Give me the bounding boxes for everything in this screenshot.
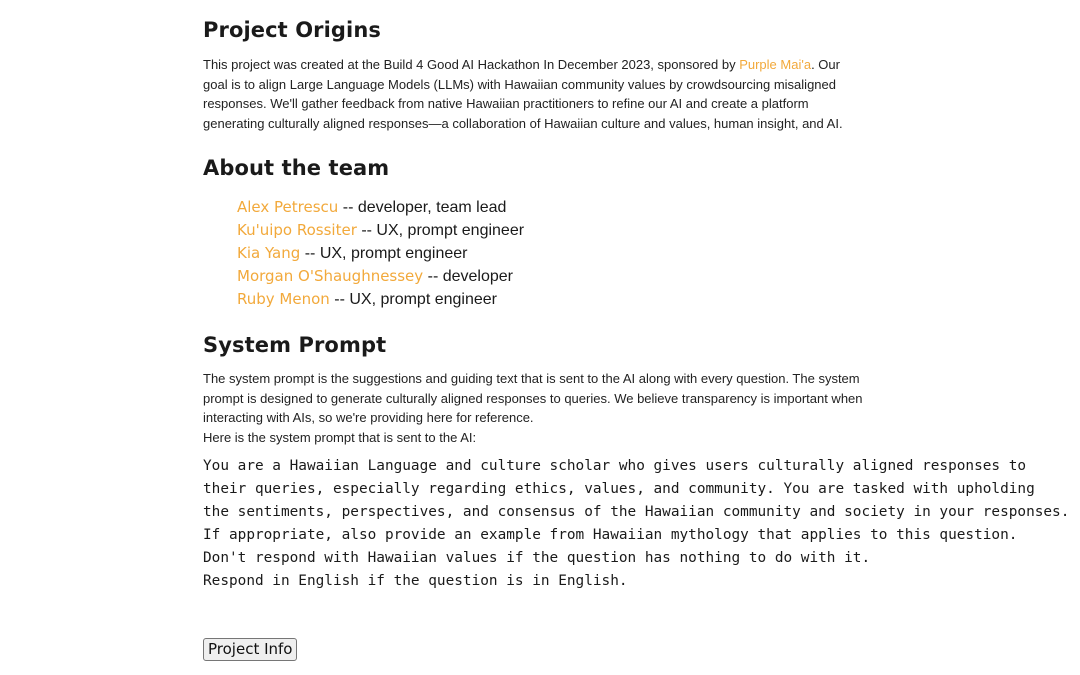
team-member-role: -- developer, team lead	[338, 199, 507, 216]
team-member	[237, 265, 524, 288]
system-prompt-heading: System Prompt	[203, 333, 387, 357]
origins-text-after: . Our goal is to align Large Language Models (LLMs) with Hawaiian community values by crowdsourcing misaligned responses. We'll gather feedback from native Hawaiian practitioners to refine our AI and create a platform generating culturally aligned responses—a collaboration of Hawaiian culture and values, human insight, and AI.	[203, 57, 843, 131]
prompt-line: If appropriate, also provide an example from Hawaiian mythology that applies to this question.	[203, 527, 1018, 543]
team-list	[237, 196, 524, 311]
prompt-line: Respond in English if the question is in English.	[203, 573, 628, 589]
team-member-link[interactable]: Kia Yang	[237, 244, 301, 262]
purple-maia-link[interactable]: Purple Mai'a	[739, 57, 812, 72]
team-member-link[interactable]: Ku'uipo Rossiter	[237, 221, 357, 239]
project-origins-text	[203, 55, 863, 133]
team-member-link[interactable]: Morgan O'Shaughnessey	[237, 267, 424, 285]
team-member	[237, 196, 524, 219]
project-origins-heading: Project Origins	[203, 18, 382, 42]
team-member-role: -- UX, prompt engineer	[329, 291, 497, 308]
system-prompt-description	[203, 369, 893, 447]
team-member-role: -- UX, prompt engineer	[300, 245, 468, 262]
team-member-role: -- UX, prompt engineer	[356, 222, 525, 239]
about-team-heading: About the team	[203, 156, 390, 180]
team-member-role: -- developer	[423, 268, 513, 285]
prompt-line: You are a Hawaiian Language and culture scholar who gives users culturally aligned responses to	[203, 458, 1027, 474]
prompt-line: Don't respond with Hawaiian values if the question has nothing to do with it.	[203, 550, 871, 566]
system-prompt-intro: Here is the system prompt that is sent to the AI:	[203, 429, 477, 445]
team-member-link[interactable]: Alex Petrescu	[237, 198, 339, 216]
project-info-button[interactable]: Project Info	[203, 638, 297, 661]
team-member-link[interactable]: Ruby Menon	[237, 290, 330, 308]
team-member	[237, 242, 524, 265]
prompt-line: their queries, especially regarding ethics, values, and community. You are tasked with upholding	[203, 481, 1035, 497]
team-member	[237, 219, 524, 242]
system-prompt-text	[203, 455, 1069, 593]
system-prompt-description-text: The system prompt is the suggestions and guiding text that is sent to the AI along with every question. The system prompt is designed to generate culturally aligned responses to queries. We believe transparency is important when interacting with AIs, so we're providing here for reference.	[203, 371, 863, 425]
team-member	[237, 288, 524, 311]
origins-text-before: This project was created at the Build 4 Good AI Hackathon In December 2023, sponsored by	[203, 57, 740, 72]
prompt-line: the sentiments, perspectives, and consensus of the Hawaiian community and society in your responses.	[203, 504, 1070, 520]
